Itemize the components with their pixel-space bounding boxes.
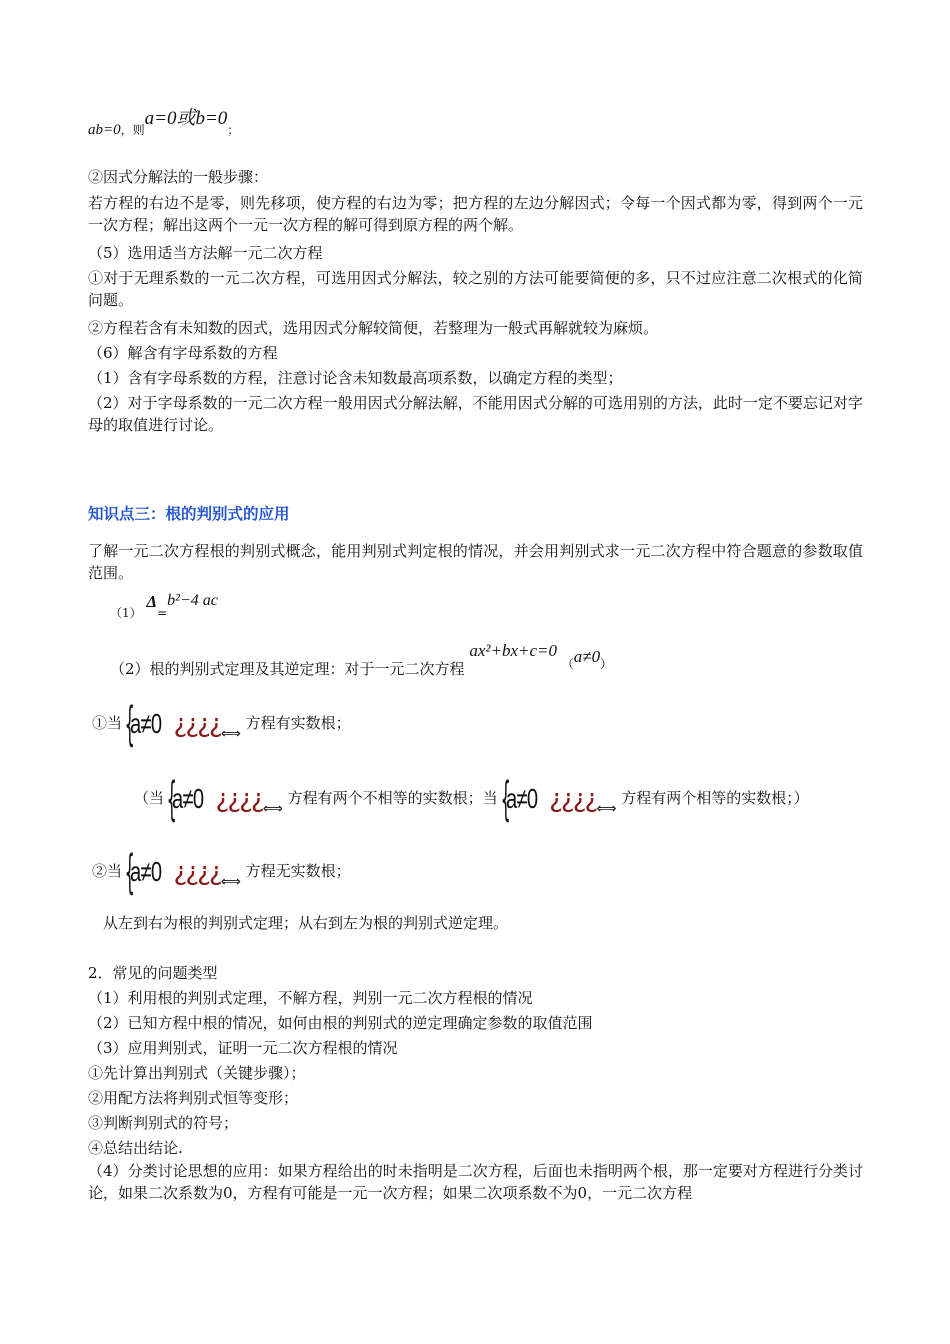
theorem-conclusion: 从左到右为根的判别式定理；从右到左为根的判别式逆定理。 xyxy=(103,914,509,932)
section-intro: 了解一元二次方程根的判别式概念，能用判别式判定根的情况，并会用判别式求一元二次方程中符合题意的参数取值范围。 xyxy=(88,542,863,582)
types-title: 2．常见的问题类型 xyxy=(88,964,218,982)
case-1-squiggle: ¿¿¿¿ xyxy=(173,709,221,739)
then-text: ，则 xyxy=(120,123,145,137)
quadratic-equation: ax²+bx+c=0 xyxy=(469,641,557,660)
iff-arrow-icon: ⟺ xyxy=(220,874,241,890)
p6-item-1: （1）含有字母系数的方程，注意讨论含未知数最高项系数，以确定方程的类型； xyxy=(88,369,623,387)
case-2-squiggle: ¿¿¿¿ xyxy=(173,857,221,887)
case-2-line xyxy=(92,845,351,905)
a-not-zero: a≠0 xyxy=(573,647,601,666)
factor-steps-title: ②因式分解法的一般步骤： xyxy=(88,168,269,186)
item2-line xyxy=(110,640,612,680)
case-sub-open: （当 xyxy=(134,789,165,807)
factor-rule-line xyxy=(88,108,240,141)
equals-sign: = xyxy=(157,606,168,620)
cond-open-paren: （ xyxy=(561,657,574,671)
type-4: （4）分类讨论思想的应用：如果方程给出的时未指明是二次方程，后面也未指明两个根，那一定要对方程进行分类讨论，如果二次系数为0，方程有可能是一元一次方程；如果二次项系数不为0，一元二次方程 xyxy=(88,1162,863,1202)
case-2-condition: a≠0 xyxy=(130,856,162,887)
case-sub-squiggle-1: ¿¿¿¿ xyxy=(215,784,263,814)
item1-line xyxy=(110,590,218,624)
case-1-line xyxy=(92,697,351,757)
left-brace-icon: { xyxy=(124,845,135,899)
delta-symbol: Δ xyxy=(146,592,158,611)
step-2: ②用配方法将判别式恒等变形； xyxy=(88,1089,299,1107)
semicolon: ； xyxy=(227,123,240,137)
case-sub-squiggle-2: ¿¿¿¿ xyxy=(549,784,597,814)
step-3: ③判断判别式的符号； xyxy=(88,1114,239,1132)
case-2-result: 方程无实数根； xyxy=(245,862,351,880)
case-sub-condition-1: a≠0 xyxy=(172,783,204,814)
case-sub-result-1: 方程有两个不相等的实数根；当 xyxy=(287,789,498,807)
factor-steps-body: 若方程的右边不是零，则先移项，使方程的右边为零；把方程的左边分解因式；令每一个因式都为零，得到两个一元一次方程；解出这两个一元一次方程的解可得到原方程的两个解。 xyxy=(88,194,863,234)
iff-arrow-icon: ⟺ xyxy=(596,801,617,817)
step-4: ④总结出结论. xyxy=(88,1139,183,1157)
formula-ab-zero: ab=0 xyxy=(88,122,121,138)
case-1-prefix: ①当 xyxy=(92,714,123,732)
type-3: （3）应用判别式，证明一元二次方程根的情况 xyxy=(88,1039,398,1057)
case-sub-line xyxy=(134,772,809,832)
item1-label: （1） xyxy=(110,606,142,620)
left-brace-icon: { xyxy=(500,772,511,826)
case-sub-result-2: 方程有两个相等的实数根；） xyxy=(621,789,809,807)
section-heading: 知识点三：根的判别式的应用 xyxy=(88,504,290,523)
left-brace-icon: { xyxy=(124,697,135,751)
p5-item-2: ②方程若含有未知数的因式，选用因式分解较简便，若整理为一般式再解就较为麻烦。 xyxy=(88,319,659,337)
cond-close-paren: ） xyxy=(600,657,613,671)
iff-arrow-icon: ⟺ xyxy=(220,726,241,742)
iff-arrow-icon: ⟺ xyxy=(262,801,283,817)
case-sub-condition-2: a≠0 xyxy=(505,783,537,814)
left-brace-icon: { xyxy=(166,772,177,826)
type-1: （1）利用根的判别式定理，不解方程，判别一元二次方程根的情况 xyxy=(88,989,533,1007)
step-1: ①先计算出判别式（关键步骤）； xyxy=(88,1064,306,1082)
p5-item-1: ①对于无理系数的一元二次方程，可选用因式分解法，较之别的方法可能要简便的多，只不过应注意二次根式的化简问题。 xyxy=(88,269,863,309)
p6-item-2: （2）对于字母系数的一元二次方程一般用因式分解法解，不能用因式分解的可选用别的方法，此时一定不要忘记对字母的取值进行讨论。 xyxy=(88,394,863,434)
p6-title: （6）解含有字母系数的方程 xyxy=(88,344,278,362)
p5-title: （5）选用适当方法解一元二次方程 xyxy=(88,244,323,262)
formula-a-or-b-zero: a=0或b=0 xyxy=(144,108,228,129)
case-1-condition: a≠0 xyxy=(130,708,162,739)
item2-text: （2）根的判别式定理及其逆定理：对于一元二次方程 xyxy=(110,660,465,678)
case-2-prefix: ②当 xyxy=(92,862,123,880)
type-2: （2）已知方程中根的情况，如何由根的判别式的逆定理确定参数的取值范围 xyxy=(88,1014,593,1032)
discriminant-formula: b²−4 ac xyxy=(167,592,218,609)
case-1-result: 方程有实数根； xyxy=(245,714,351,732)
